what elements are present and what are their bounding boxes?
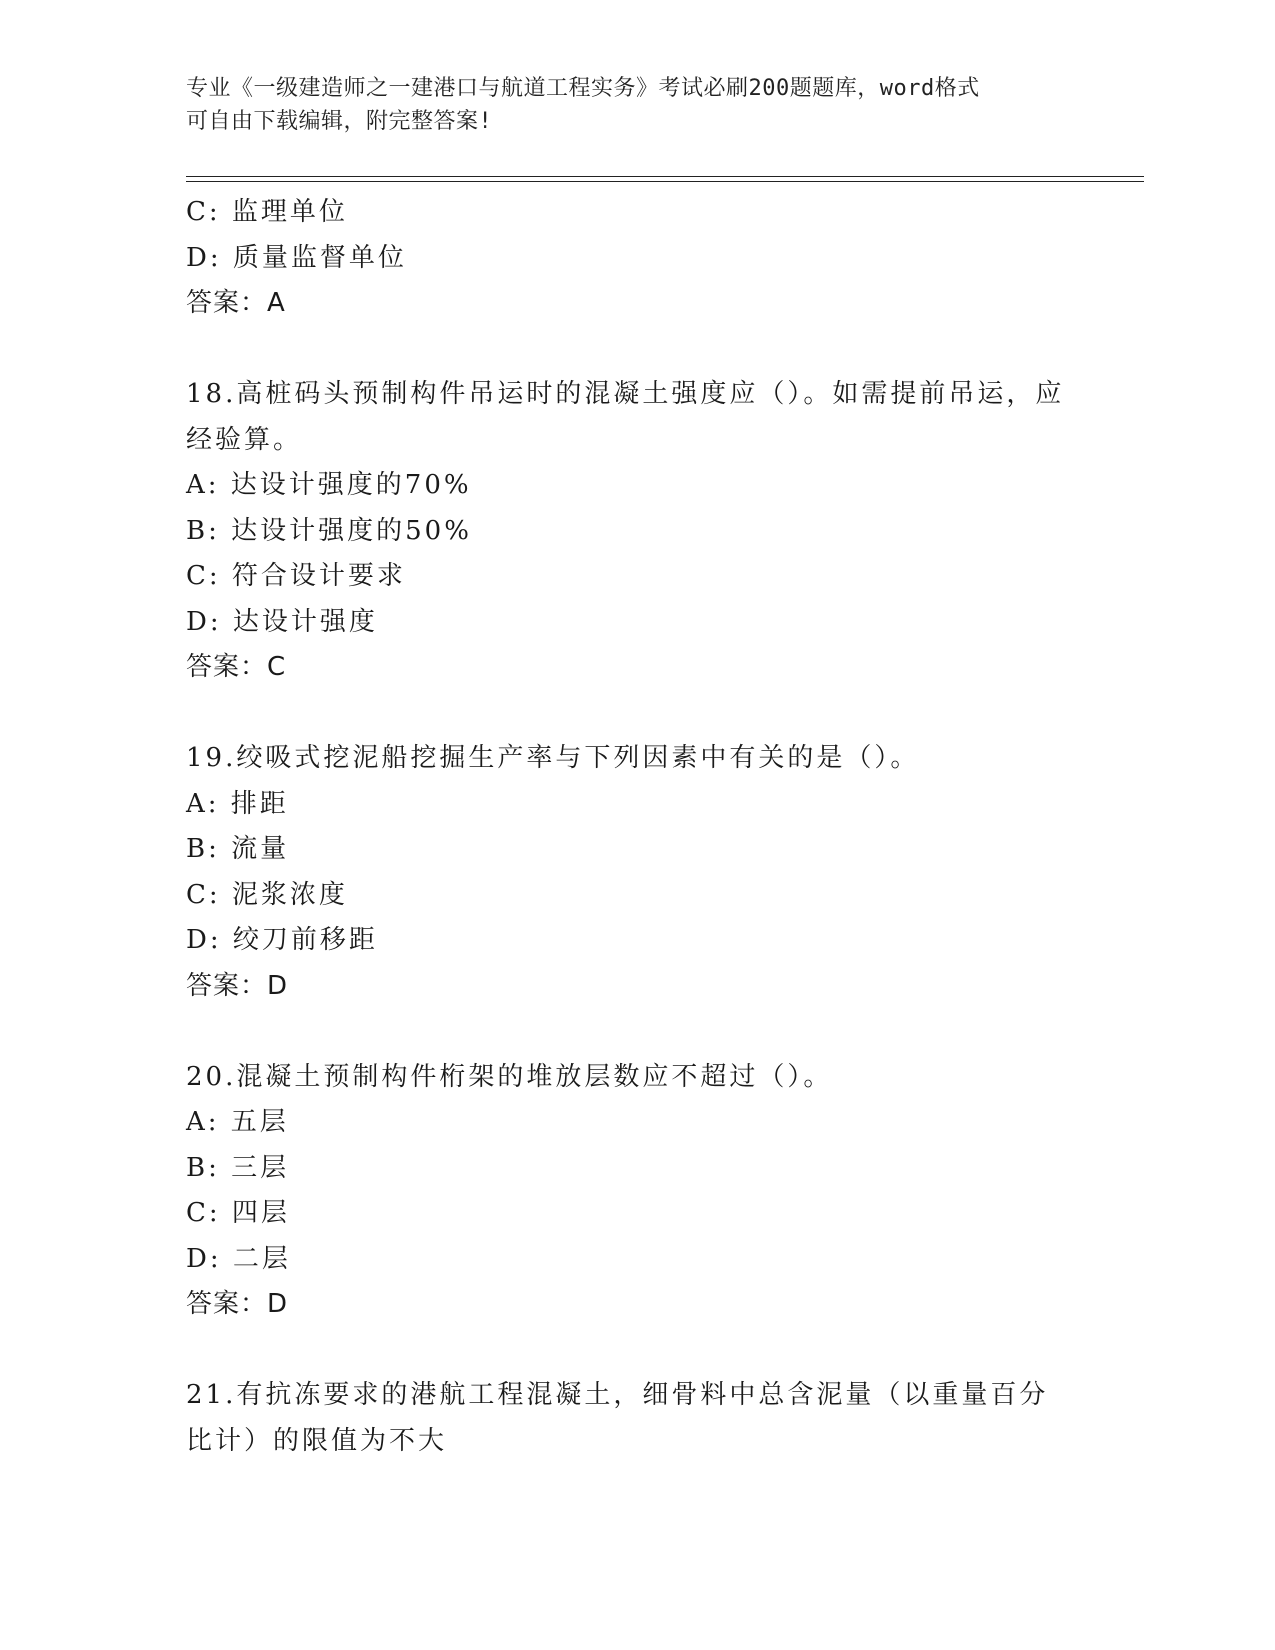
question-text: 18.高桩码头预制构件吊运时的混凝土强度应（）。如需提前吊运，应经验算。	[186, 379, 1065, 455]
option-c: C: 四层	[186, 1198, 290, 1228]
option-a: A: 排距	[186, 788, 289, 819]
option-a: A: 五层	[186, 1107, 289, 1137]
option-b: B: 流量	[186, 834, 290, 864]
option-c: C: 泥浆浓度	[186, 879, 348, 910]
option-d: D: 质量监督单位	[186, 242, 407, 273]
spacer	[186, 1328, 1086, 1374]
header-divider-top	[186, 176, 1144, 177]
header-line-2: 可自由下载编辑，附完整答案!	[186, 109, 493, 134]
answer-line: 答案：A	[186, 288, 286, 318]
header-divider-bottom	[186, 181, 1144, 182]
option-b: B: 达设计强度的50%	[186, 515, 472, 546]
question-text: 19.绞吸式挖泥船挖掘生产率与下列因素中有关的是（）。	[186, 743, 920, 773]
option-c: C: 符合设计要求	[186, 561, 406, 591]
option-d: D: 二层	[186, 1243, 291, 1274]
header-line-1: 专业《一级建造师之一建港口与航道工程实务》考试必刷200题题库，word格式	[186, 76, 980, 101]
document-header	[186, 72, 1086, 138]
option-d: D: 达设计强度	[186, 606, 378, 637]
question-text: 20.混凝土预制构件桁架的堆放层数应不超过（）。	[186, 1061, 833, 1092]
spacer	[186, 691, 1086, 737]
answer-line: 答案：D	[186, 970, 289, 1001]
option-d: D: 绞刀前移距	[186, 925, 378, 955]
option-c: C: 监理单位	[186, 197, 348, 227]
spacer	[186, 327, 1086, 373]
answer-line: 答案：C	[186, 652, 287, 682]
option-a: A: 达设计强度的70%	[186, 470, 472, 500]
question-text: 21.有抗冻要求的港航工程混凝土，细骨料中总含泥量（以重量百分比计）的限值为不大	[186, 1380, 1049, 1456]
document-body	[186, 190, 1086, 1464]
answer-line: 答案：D	[186, 1289, 289, 1319]
spacer	[186, 1009, 1086, 1055]
option-b: B: 三层	[186, 1152, 290, 1183]
